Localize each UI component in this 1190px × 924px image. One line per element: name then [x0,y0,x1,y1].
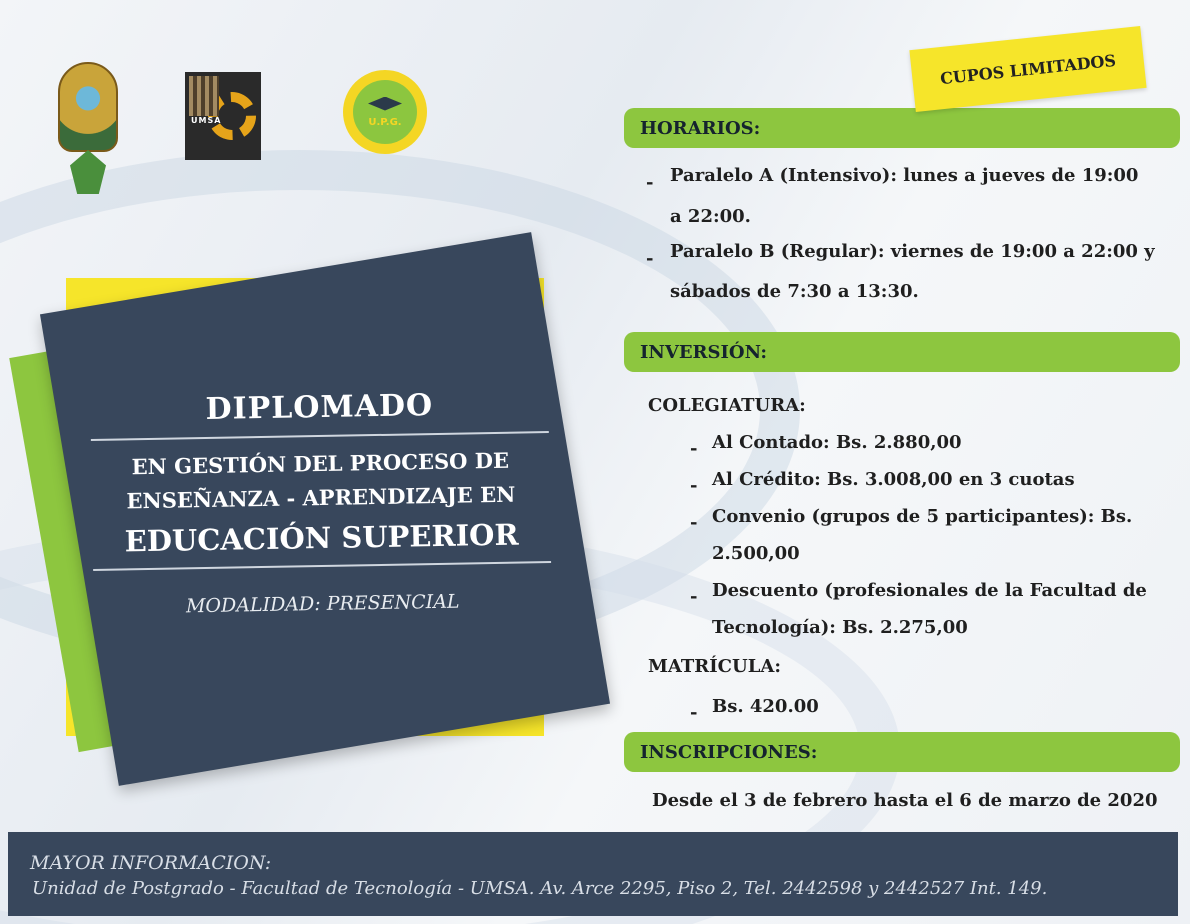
price-convenio-line-2: 2.500,00 [712,543,800,564]
bullet-dash: - [690,475,698,496]
paralelo-a-line-2: a 22:00. [670,206,751,227]
matricula-value: Bs. 420.00 [712,696,819,717]
price-convenio-line-1: Convenio (grupos de 5 participantes): Bs. [712,506,1133,527]
bullet-dash: - [646,248,654,269]
title-card-text [84,386,558,619]
diploma-title: DIPLOMADO [205,388,434,427]
inversion-heading: INVERSIÓN: [624,332,1180,372]
horarios-heading: HORARIOS: [624,108,1180,148]
price-descuento-line-2: Tecnología): Bs. 2.275,00 [712,617,968,638]
diploma-subtitle-line-3: EDUCACIÓN SUPERIOR [124,517,519,559]
graduation-cap-icon [368,97,402,111]
matricula-heading: MATRÍCULA: [648,656,781,677]
bullet-dash: - [690,586,698,607]
paralelo-a-line-1: Paralelo A (Intensivo): lunes a jueves de 19:00 [670,165,1139,186]
limited-seats-badge: CUPOS LIMITADOS [909,26,1146,112]
bullet-dash: - [690,702,698,723]
inscripciones-heading: INSCRIPCIONES: [624,732,1180,772]
footer-title: MAYOR INFORMACION: [30,852,272,874]
bullet-dash: - [690,438,698,459]
bullet-dash: - [690,512,698,533]
inscripciones-dates: Desde el 3 de febrero hasta el 6 de marzo de 2020 [652,790,1158,811]
price-credito: Al Crédito: Bs. 3.008,00 en 3 cuotas [712,469,1075,490]
price-descuento-line-1: Descuento (profesionales de la Facultad de [712,580,1147,601]
bullet-dash: - [646,172,654,193]
price-contado: Al Contado: Bs. 2.880,00 [712,432,962,453]
umsa-gear-logo-icon [185,72,261,160]
upg-logo-inner [353,80,417,144]
modality-text: MODALIDAD: PRESENCIAL [185,590,460,618]
umsa-columns-graphic [189,76,219,116]
contact-footer [8,832,1178,916]
university-seal-icon [58,62,118,152]
footer-contact-text: Unidad de Postgrado - Facultad de Tecnología - UMSA. Av. Arce 2295, Piso 2, Tel. 2442598 y 2442527 Int. 149. [32,878,1048,899]
title-divider [91,431,549,441]
upg-logo-label: U.P.G. [368,116,402,128]
umsa-logo-label: UMSA [191,116,222,125]
diploma-subtitle-line-2: ENSEÑANZA - APRENDIZAJE EN [126,481,516,514]
paralelo-b-line-2: sábados de 7:30 a 13:30. [670,281,919,302]
upg-graduation-cap-icon [343,70,427,154]
subtitle-divider [93,561,551,571]
paralelo-b-line-1: Paralelo B (Regular): viernes de 19:00 a 22:00 y [670,241,1155,262]
diploma-subtitle-line-1: EN GESTIÓN DEL PROCESO DE [131,447,510,480]
colegiatura-heading: COLEGIATURA: [648,395,806,416]
